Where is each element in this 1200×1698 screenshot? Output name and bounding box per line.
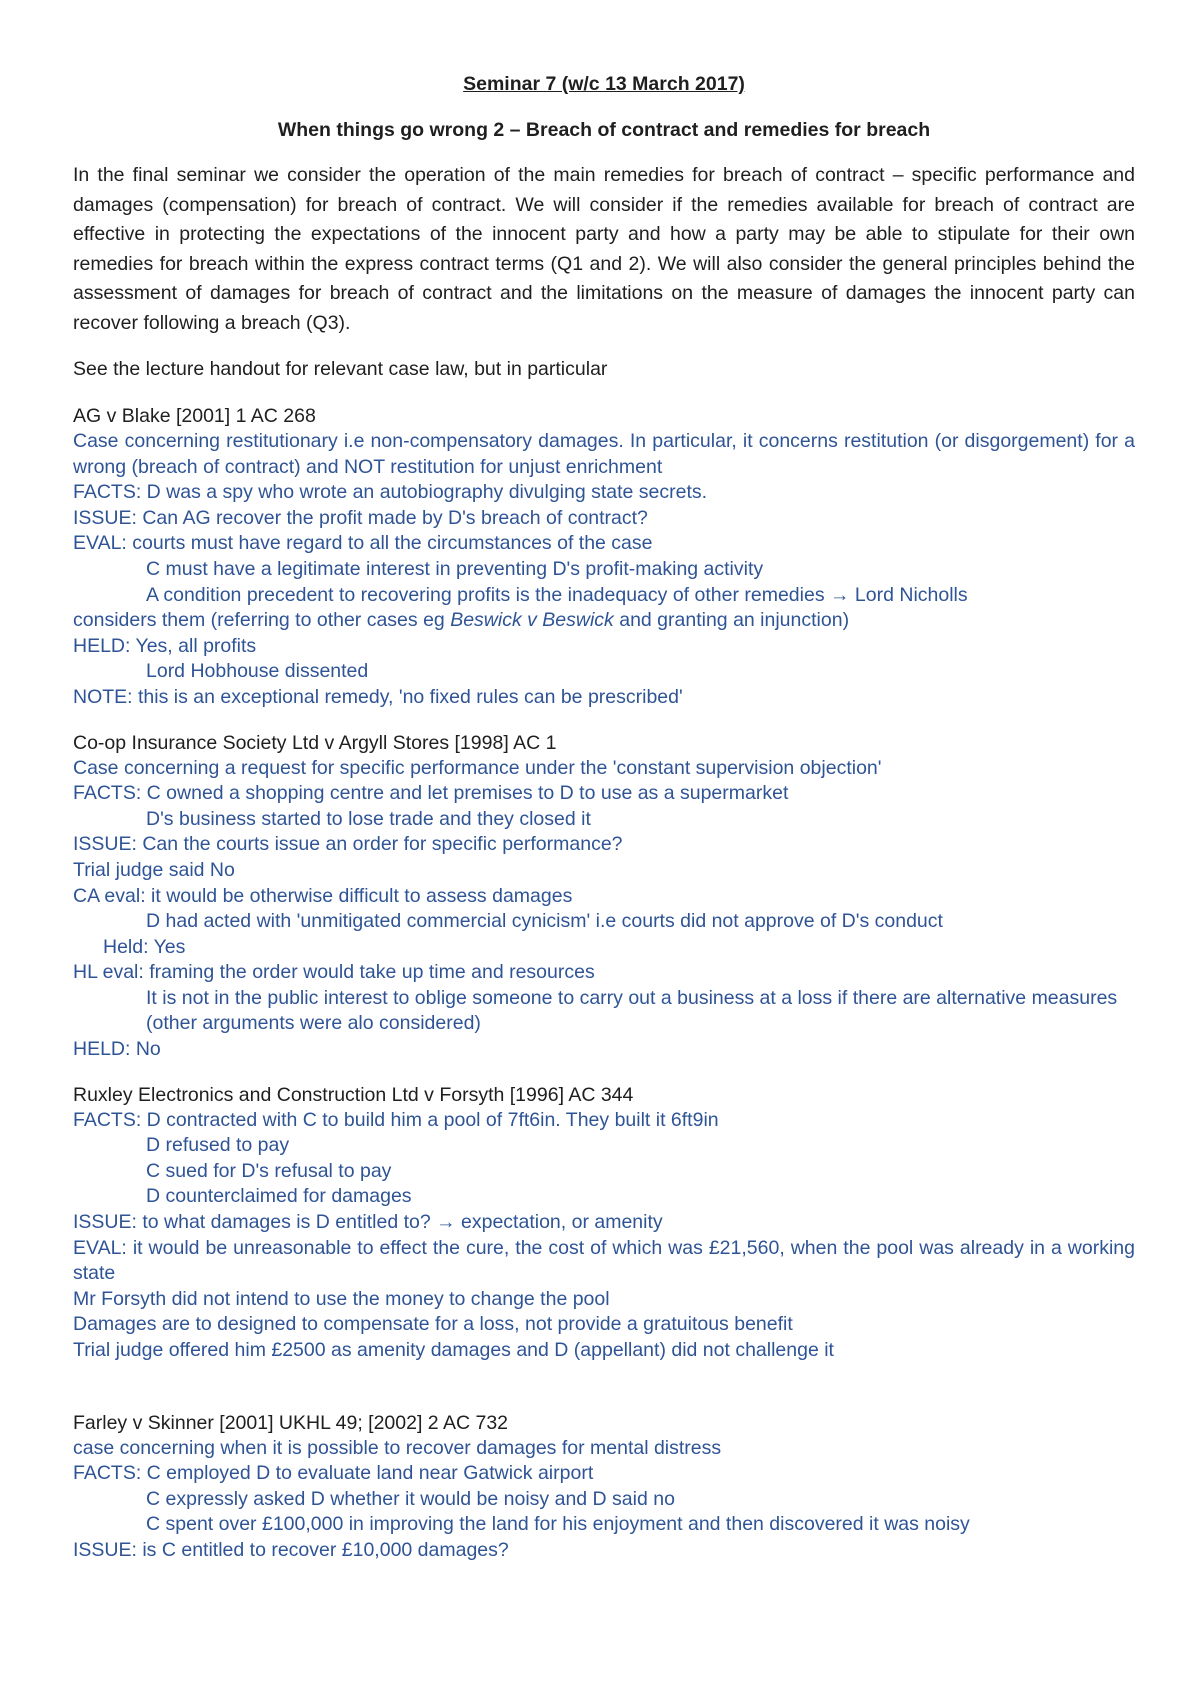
case-text: expectation, or amenity	[455, 1211, 663, 1234]
case-text: considers them (referring to other cases eg	[73, 609, 451, 632]
case-facts: FACTS: C owned a shopping centre and let premises to D to use as a supermarket	[73, 782, 789, 805]
case-eval-point: Damages are to designed to compensate for a loss, not provide a gratuitous benefit	[73, 1313, 793, 1336]
case-eval-continued	[73, 608, 1135, 634]
case-eval-point: Trial judge offered him £2500 as amenity damages and D (appellant) did not challenge it	[73, 1339, 834, 1361]
case-title: Ruxley Electronics and Construction Ltd v Forsyth [1996] AC 344	[73, 1083, 634, 1106]
case-facts-point: C expressly asked D whether it would be noisy and D said no	[146, 1487, 675, 1510]
case-text: and granting an injunction)	[613, 609, 850, 632]
case-eval-point: C must have a legitimate interest in preventing D's profit-making activity	[146, 557, 764, 580]
case-facts-point: C spent over £100,000 in improving the land for his enjoyment and then discovered it was noisy	[146, 1513, 970, 1536]
case-held-point: Lord Hobhouse dissented	[146, 660, 369, 683]
case-text: A condition precedent to recovering profits is the inadequacy of other remedies	[146, 583, 830, 606]
case-issue: ISSUE: Can the courts issue an order for specific performance?	[73, 833, 623, 856]
case-farley-v-skinner	[73, 1410, 1135, 1564]
document-page	[73, 70, 1135, 1564]
case-eval-point	[73, 583, 1135, 609]
case-facts: FACTS: D was a spy who wrote an autobiography divulging state secrets.	[73, 481, 708, 504]
intro-paragraph: In the final seminar we consider the operation of the main remedies for breach of contract – specific performance and damages (compensation) for breach of contract. We will consider if the remedies available for breach of contract are effective in protecting the expectations of the innocent party and how a party may be able to stipulate for their own remedies for breach within the express contract terms (Q1 and 2). We will also consider the general principles behind the assessment of damages for breach of contract and the limitations on the measure of damages the innocent party can recover following a breach (Q3).	[73, 164, 1135, 334]
case-note: Case concerning restitutionary i.e non-compensatory damages. In particular, it concerns restitution (or disgorgement) for a wrong (breach of contract) and NOT restitution for unjust enrichment	[73, 430, 1135, 478]
case-title: Co-op Insurance Society Ltd v Argyll Stores [1998] AC 1	[73, 731, 557, 754]
case-trial: Trial judge said No	[73, 858, 235, 881]
case-ruxley-v-forsyth	[73, 1082, 1135, 1364]
case-issue	[73, 1210, 1135, 1236]
case-citation: Beswick v Beswick	[450, 609, 614, 632]
case-co-op-v-argyll	[73, 730, 1135, 1063]
case-issue: ISSUE: Can AG recover the profit made by D's breach of contract?	[73, 506, 648, 529]
case-text: Lord Nicholls	[849, 583, 968, 606]
case-ag-v-blake	[73, 403, 1135, 711]
case-eval: CA eval: it would be otherwise difficult to assess damages	[73, 884, 573, 907]
page-title: Seminar 7 (w/c 13 March 2017)	[463, 73, 745, 95]
case-eval-point: (other arguments were alo considered)	[146, 1012, 481, 1035]
see-note: See the lecture handout for relevant case law, but in particular	[73, 358, 608, 380]
page-subtitle: When things go wrong 2 – Breach of contract and remedies for breach	[277, 119, 931, 141]
case-held: HELD: No	[73, 1038, 161, 1061]
case-facts-point: D refused to pay	[146, 1134, 290, 1157]
case-eval-point: Mr Forsyth did not intend to use the money to change the pool	[73, 1287, 610, 1310]
case-eval: HL eval: framing the order would take up time and resources	[73, 961, 595, 984]
case-held: HELD: Yes, all profits	[73, 634, 257, 657]
arrow-right-icon: →	[436, 1211, 456, 1234]
case-eval-point: D had acted with 'unmitigated commercial cynicism' i.e courts did not approve of D's conduct	[146, 910, 943, 933]
case-note: case concerning when it is possible to recover damages for mental distress	[73, 1436, 722, 1459]
case-eval: EVAL: it would be unreasonable to effect the cure, the cost of which was £21,560, when the pool was already in a working state	[73, 1236, 1135, 1285]
case-facts-point: D's business started to lose trade and they closed it	[146, 807, 591, 830]
case-title: Farley v Skinner [2001] UKHL 49; [2002] 2 AC 732	[73, 1411, 509, 1434]
case-facts-point: C sued for D's refusal to pay	[146, 1159, 392, 1182]
case-issue: ISSUE: is C entitled to recover £10,000 damages?	[73, 1538, 509, 1561]
case-eval-point: It is not in the public interest to oblige someone to carry out a business at a loss if there are alternative measures	[146, 986, 1118, 1009]
case-text: ISSUE: to what damages is D entitled to?	[73, 1211, 437, 1234]
case-title: AG v Blake [2001] 1 AC 268	[73, 405, 316, 427]
case-facts: FACTS: D contracted with C to build him a pool of 7ft6in. They built it 6ft9in	[73, 1108, 719, 1131]
case-facts-point: D counterclaimed for damages	[146, 1185, 412, 1208]
case-eval: EVAL: courts must have regard to all the circumstances of the case	[73, 532, 653, 555]
case-facts: FACTS: C employed D to evaluate land near Gatwick airport	[73, 1462, 594, 1485]
case-held: Held: Yes	[103, 935, 186, 958]
case-note: Case concerning a request for specific performance under the 'constant supervision objection'	[73, 756, 882, 779]
arrow-right-icon: →	[830, 583, 850, 606]
case-note-final: NOTE: this is an exceptional remedy, 'no fixed rules can be prescribed'	[73, 685, 683, 708]
